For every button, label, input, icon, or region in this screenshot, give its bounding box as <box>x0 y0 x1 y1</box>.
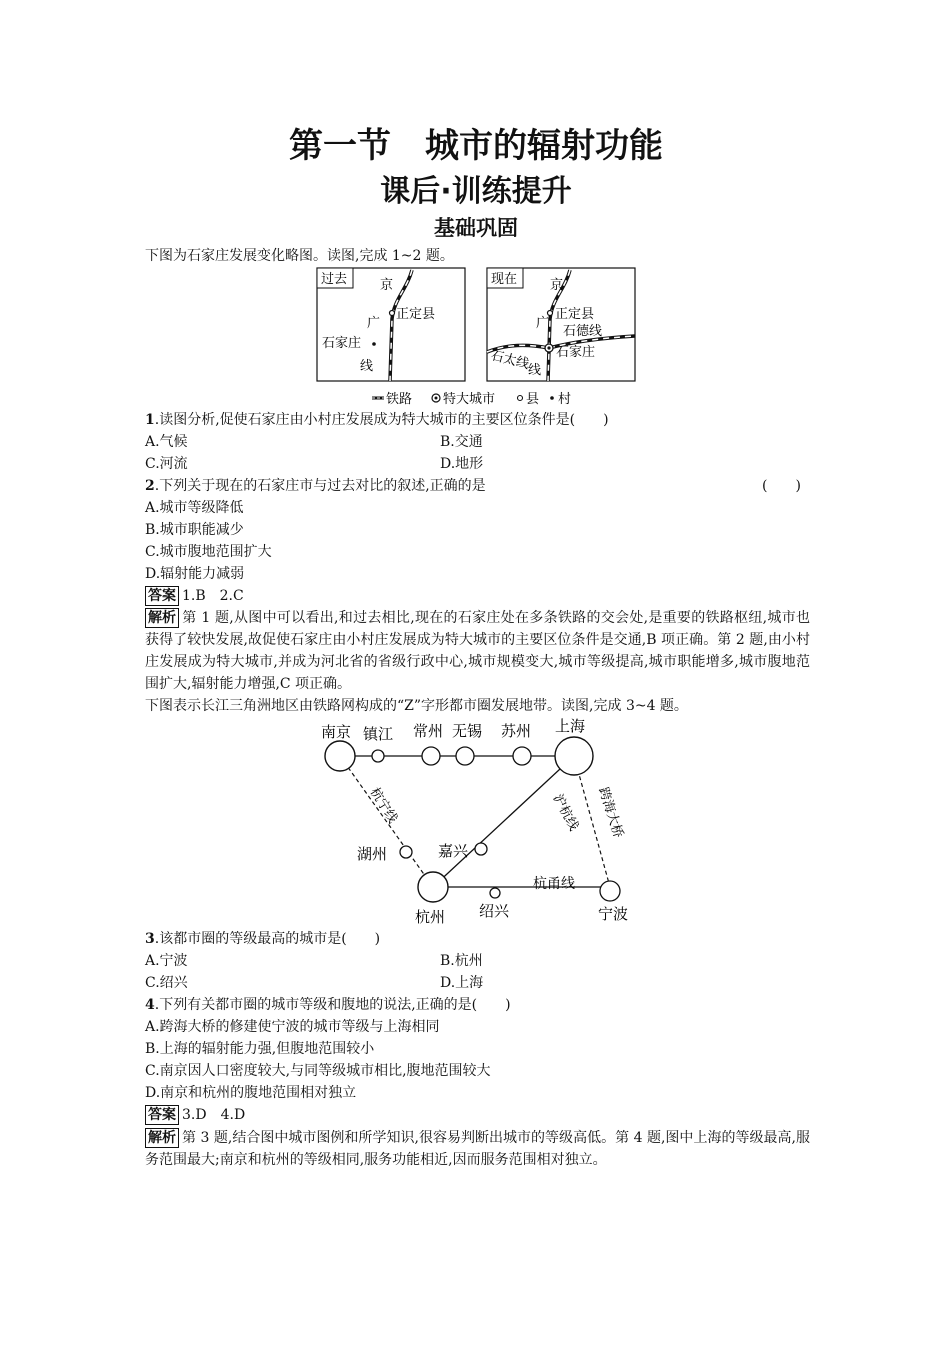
legend-city: 特大城市 <box>443 392 496 407</box>
svg-text:跨海大桥: 跨海大桥 <box>595 785 626 840</box>
now-label: 现在 <box>491 272 518 287</box>
section-title: 第一节 城市的辐射功能 <box>289 126 663 166</box>
city-wuxi <box>456 747 474 765</box>
city-nanjing <box>325 741 355 771</box>
subtitle: 课后·训练提升 <box>380 174 572 209</box>
svg-text:石家庄: 石家庄 <box>322 336 362 351</box>
intro-2: 下图表示长江三角洲地区由铁路网构成的“Z”字形都市圈发展地带。读图,完成 3~4 题。 <box>145 698 688 714</box>
city-hangzhou <box>418 872 448 902</box>
svg-text:京: 京 <box>380 278 394 293</box>
q2-option-a: A.城市等级降低 <box>145 500 244 516</box>
svg-text:苏州: 苏州 <box>501 722 532 740</box>
svg-text:常州: 常州 <box>413 722 444 740</box>
past-label: 过去 <box>321 272 348 287</box>
answer-1: 答案 1.B 2.C <box>145 585 244 607</box>
village-marker <box>372 342 376 346</box>
q4-option-d: D.南京和杭州的腹地范围相对独立 <box>145 1085 357 1101</box>
city-changzhou <box>422 747 440 765</box>
city-suzhou <box>513 747 531 765</box>
svg-text:上海: 上海 <box>555 717 586 735</box>
q3-row-cd: C.绍兴 D.上海 <box>145 975 484 991</box>
svg-text:正定县: 正定县 <box>555 307 595 322</box>
county-marker <box>390 311 395 316</box>
analysis-1: 解析 第 1 题,从图中可以看出,和过去相比,现在的石家庄处在多条铁路的交会处,是重要的铁路枢纽,城市也获得了较快发展,故促使石家庄由小村庄发展成为特大城市的主要区位条件是交通,B 项正确。第 2 题,由小村庄发展成为特大城市,并成为河北省的省级行政中心,城市规模变大,城市等级提高,城市职能增多,城市腹地范围扩大,辐射能力增强,C 项正确。 <box>145 610 810 692</box>
svg-text:无锡: 无锡 <box>452 722 483 740</box>
legend-county: 县 <box>526 392 540 407</box>
svg-text:杭州: 杭州 <box>415 908 446 926</box>
question-4: 4.下列有关都市圈的城市等级和腹地的说法,正确的是( ) <box>145 997 511 1013</box>
part-title: 基础巩固 <box>434 216 518 240</box>
svg-text:正定县: 正定县 <box>396 307 436 322</box>
city-shaoxing <box>490 888 500 898</box>
analysis-2: 解析 第 3 题,结合图中城市图例和所学知识,很容易判断出城市的等级高低。第 4 题,图中上海的等级最高,服务范围最大;南京和杭州的等级相同,服务功能相近,因而服务范围相对独立。 <box>145 1130 810 1168</box>
city-jiaxing <box>475 843 487 855</box>
legend-rail: 铁路 <box>386 392 413 407</box>
question-2: 2.下列关于现在的石家庄市与过去对比的叙述,正确的是 ( ) <box>145 478 801 494</box>
svg-text:线: 线 <box>360 359 374 374</box>
q2-option-b: B.城市职能减少 <box>145 522 244 538</box>
svg-text:线: 线 <box>528 363 542 378</box>
q1-row-ab: A.气候 B.交通 <box>145 434 483 450</box>
shijiazhuang-map <box>312 264 642 410</box>
svg-text:南京: 南京 <box>321 723 352 741</box>
svg-text:湖州: 湖州 <box>357 845 388 863</box>
yangtze-delta-map <box>315 715 645 930</box>
q1-row-cd: C.河流 D.地形 <box>145 456 484 472</box>
svg-text:京: 京 <box>550 278 564 293</box>
city-zhenjiang <box>372 750 384 762</box>
question-3: 3.该都市圈的等级最高的城市是( ) <box>145 931 381 947</box>
svg-text:沪杭线: 沪杭线 <box>549 791 582 834</box>
q4-option-c: C.南京因人口密度较大,与同等级城市相比,腹地范围较大 <box>145 1063 491 1079</box>
answer-2: 答案 3.D 4.D <box>145 1104 245 1126</box>
svg-text:嘉兴: 嘉兴 <box>438 842 469 860</box>
legend-village: 村 <box>558 392 572 407</box>
city-ningbo <box>600 881 620 901</box>
svg-text:广: 广 <box>367 316 381 331</box>
q2-option-c: C.城市腹地范围扩大 <box>145 544 272 560</box>
svg-text:绍兴: 绍兴 <box>479 902 510 920</box>
svg-text:石家庄: 石家庄 <box>556 345 596 360</box>
q4-option-a: A.跨海大桥的修建使宁波的城市等级与上海相同 <box>145 1019 440 1035</box>
question-1: 1.读图分析,促使石家庄由小村庄发展成为特大城市的主要区位条件是( ) <box>145 412 609 428</box>
city-shanghai <box>555 737 593 775</box>
q2-option-d: D.辐射能力减弱 <box>145 566 245 582</box>
q3-row-ab: A.宁波 B.杭州 <box>145 953 483 969</box>
svg-text:宁波: 宁波 <box>598 905 629 923</box>
intro-1: 下图为石家庄发展变化略图。读图,完成 1~2 题。 <box>145 248 454 264</box>
q4-option-b: B.上海的辐射能力强,但腹地范围较小 <box>145 1041 375 1057</box>
city-huzhou <box>400 846 412 858</box>
svg-text:杭宁线: 杭宁线 <box>366 785 401 827</box>
svg-text:杭甬线: 杭甬线 <box>533 876 575 892</box>
svg-text:石德线: 石德线 <box>563 324 603 339</box>
svg-text:广: 广 <box>536 316 550 331</box>
svg-text:石太线: 石太线 <box>489 348 531 373</box>
svg-text:镇江: 镇江 <box>363 725 394 743</box>
